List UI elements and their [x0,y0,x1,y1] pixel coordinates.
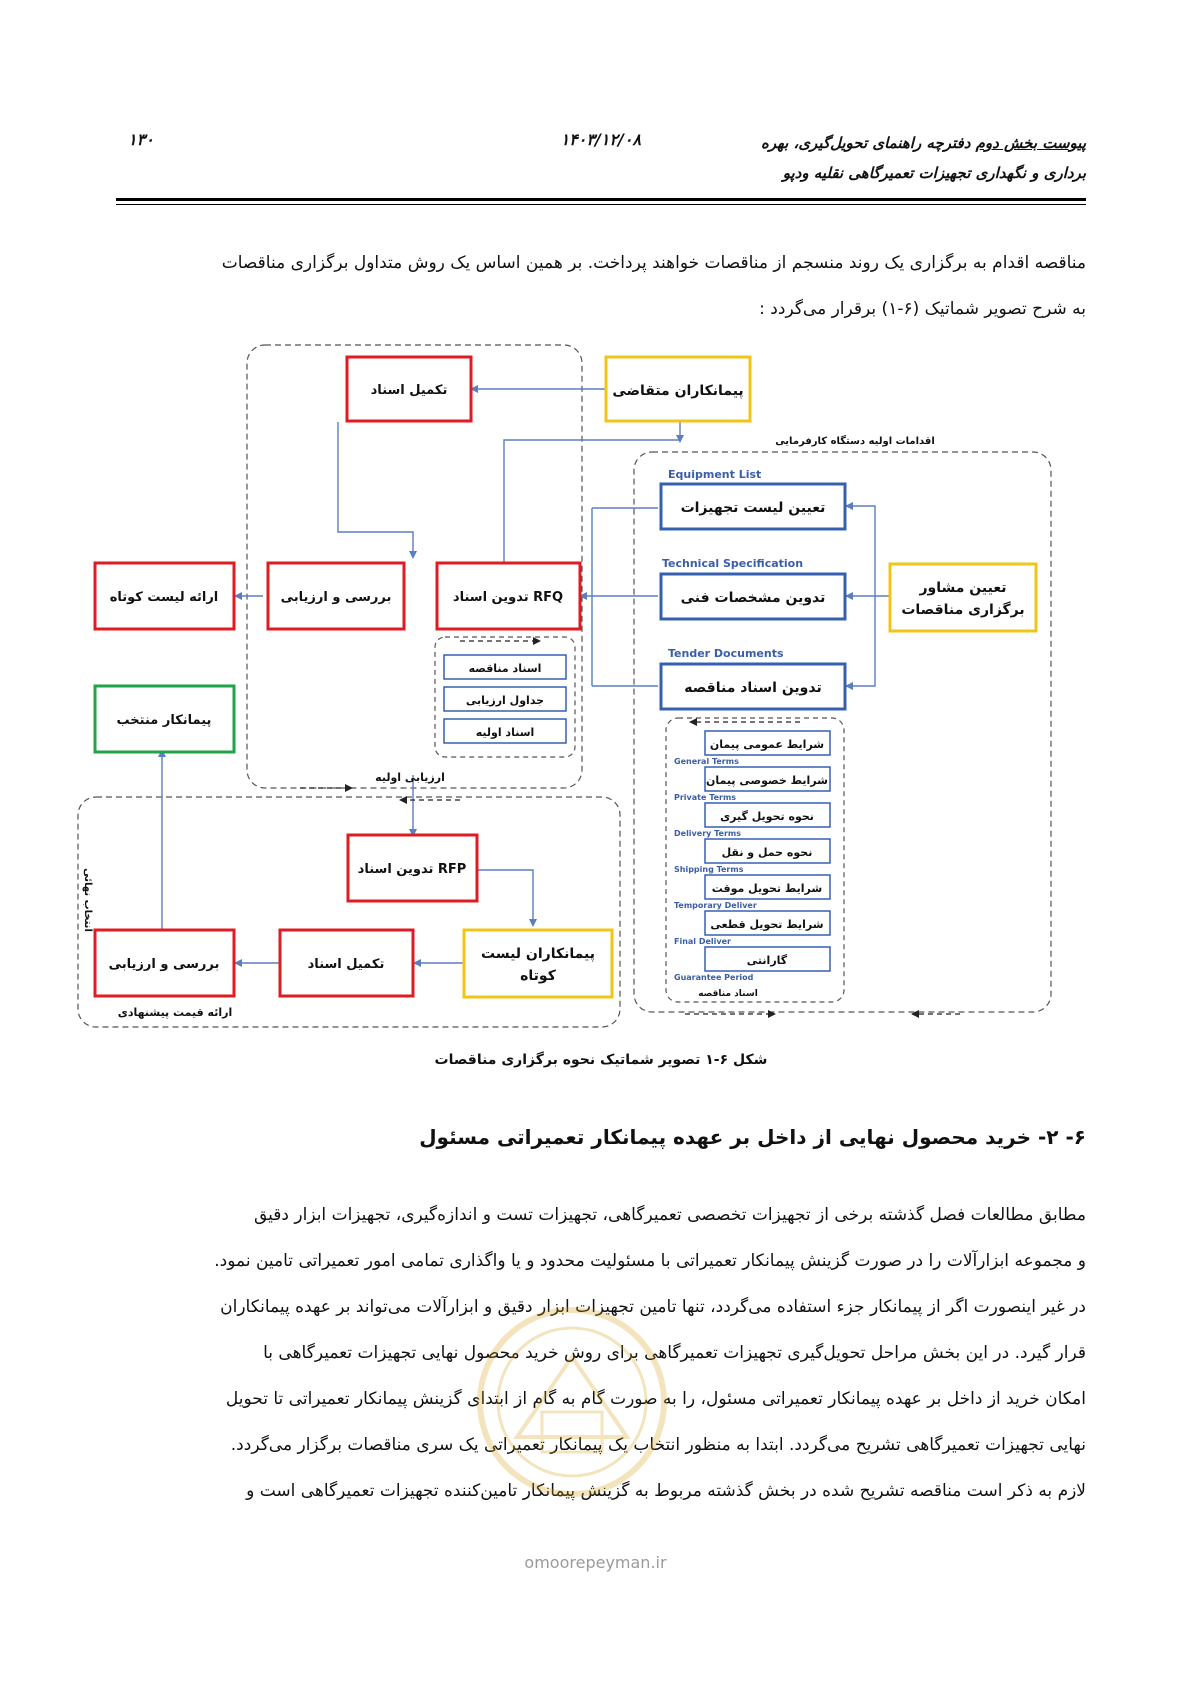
tender-docs-label: تدوین اسناد مناقصه [684,680,822,696]
tender-item-label: شرایط خصوصی پیمان [706,774,828,787]
tender-item-label: نحوه حمل و نقل [721,846,813,859]
body-line: نهایی تجهیزات تعمیرگاهی تشریح می‌گردد. ابتدا به منظور انتخاب یک پیمانکار تعمیراتی یک سری مناقصات برگزار می‌گردد. [230,1435,1086,1455]
rfq-item-label: جداول ارزیابی [465,694,545,707]
review-bottom-label: بررسی و ارزیابی [108,957,220,972]
page-number: ۱۳۰ [128,130,154,149]
shortlist-contractors-box [464,930,612,997]
tender-docs-footer-label: اسناد مناقصه [698,989,758,999]
tender-item-en-label: Guarantee Period [674,973,754,982]
employer-initial-actions-label: اقدامات اولیه دستگاه کارفرمایی [775,436,935,447]
header-title-line1: دفترچه راهنمای تحویل‌گیری، بهره [761,134,976,152]
review-top-label: بررسی و ارزیابی [280,590,392,605]
watermark-seal [472,1262,672,1542]
intro-line: به شرح تصویر شماتیک (۶-۱) برقرار می‌گردد : [759,299,1086,319]
body-line: لازم به ذکر است مناقصه تشریح شده در بخش گذشته مربوط به گزینش پیمانکار تامین‌کننده تجهیزات تعمیرگاهی است و [246,1481,1086,1501]
tender-item-label: شرایط تحویل قطعی [710,918,824,931]
complete-docs-top-label: تکمیل اسناد [370,383,448,398]
consultant-box [890,564,1036,631]
tender-item-en-label: Private Terms [674,793,737,802]
header-title-underlined: پیوست بخش دوم [975,134,1086,152]
intro-line: مناقصه اقدام به برگزاری یک روند منسجم از مناقصات خواهند پرداخت. بر همین اساس یک روش متداول برگزاری مناقصات [221,253,1086,273]
tender-item-en-label: Shipping Terms [674,865,744,874]
tender-item-label: گارانتی [746,954,788,967]
consultant-label-line2: برگزاری مناقصات [901,602,1025,618]
body-line: و مجموعه ابزارآلات را در صورت گزینش پیمانکار تعمیراتی با مسئولیت محدود و یا واگذاری تمامی امور تعمیراتی تامین نمود. [214,1251,1086,1271]
body-line: امکان خرید از داخل بر عهده پیمانکار تعمیراتی مسئول، را به صورت گام به گام از ابتدای گزینش پیمانکار تعمیراتی تا تحویل [225,1389,1086,1409]
tender-docs-en: Tender Documents [668,647,784,660]
selected-contractor-label: پیمانکار منتخب [116,713,212,728]
tender-items-list [674,731,830,982]
body-line: در غیر اینصورت اگر از پیمانکار جزء استفاده می‌گردد، تنها تامین تجهیزات ابزار دقیق و ابزارآلات می‌تواند بر عهده پیمانکاران [220,1297,1086,1317]
section-heading: ۶- ۲- خرید محصول نهایی از داخل بر عهده پیمانکار تعمیراتی مسئول [419,1125,1086,1149]
tender-item-en-label: Final Deliver [674,937,731,946]
body-line: قرار گیرد. در این بخش مراحل تحویل‌گیری تجهیزات تعمیرگاهی برای روش خرید محصول نهایی تجهیزات تعمیرگاهی با [263,1343,1086,1363]
rfq-items-list [444,655,566,743]
header-title-line2: برداری و نگهداری تجهیزات تعمیرگاهی نقلیه ودپو [782,164,1086,182]
tech-spec-label: تدوین مشخصات فنی [680,590,826,606]
tender-item-label: شرایط تحویل موقت [711,882,823,895]
equipment-list-label: تعیین لیست تجهیزات [680,500,826,516]
consultant-label-line1: تعیین مشاور [919,580,1007,596]
initial-eval-label: ارزیابی اولیه [375,771,445,784]
tender-item-label: نحوه تحویل گیری [720,810,814,823]
price-offer-label: ارائه قیمت پیشنهادی [117,1006,233,1019]
tender-item-label: شرایط عمومی پیمان [709,738,825,751]
rfq-label: تدوین اسناد RFQ [452,590,564,605]
watermark-site: omoorepeyman.ir [524,1553,667,1572]
tender-item-en-label: Temporary Deliver [674,901,757,910]
rfq-item-label: اسناد اولیه [475,726,535,739]
header-date: ۱۴۰۳/۱۲/۰۸ [560,130,641,149]
side-vertical-label: انتخاب نهائی [82,868,93,932]
shortlist-contractors-line2: کوتاه [520,968,556,984]
figure-caption: شکل ۶-۱ تصویر شماتیک نحوه برگزاری مناقصات [434,1052,768,1068]
tender-item-en-label: General Terms [674,757,739,766]
body-line: مطابق مطالعات فصل گذشته برخی از تجهیزات تخصصی تعمیرگاهی، تجهیزات تست و اندازه‌گیری، تجهیزات ابزار دقیق [253,1205,1086,1225]
complete-docs-bottom-label: تکمیل اسناد [307,957,385,972]
contractors-applicant-label: پیمانکاران متقاضی [612,383,744,399]
rfq-item-label: اسناد مناقصه [468,662,542,675]
equipment-list-en: Equipment List [668,468,762,481]
tender-item-en-label: Delivery Terms [674,829,741,838]
shortlist-present-label: ارائه لیست کوتاه [109,590,219,605]
tech-spec-en: Technical Specification [662,557,804,570]
group-employer-region [634,452,1051,1012]
shortlist-contractors-line1: پیمانکاران لیست [481,946,595,962]
rfp-label: تدوین اسناد RFP [357,862,467,877]
